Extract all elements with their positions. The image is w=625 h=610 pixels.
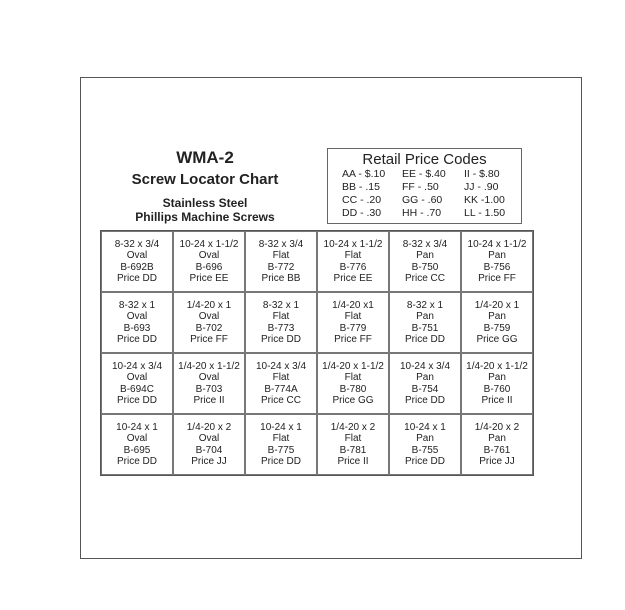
- screw-cell: [245, 231, 317, 292]
- screw-head: Flat: [272, 372, 290, 383]
- screw-price: Price GG: [332, 395, 374, 406]
- screw-price: Price DD: [404, 395, 445, 406]
- screw-grid: [100, 230, 534, 476]
- screw-head: Pan: [488, 311, 506, 322]
- screw-part: B-704: [195, 444, 223, 456]
- screw-head: Oval: [126, 372, 148, 383]
- price-code: EE - $.40: [402, 168, 446, 180]
- screw-size: 10-24 x 1: [404, 421, 446, 433]
- screw-cell: [317, 292, 389, 353]
- screw-head: Pan: [488, 250, 506, 261]
- screw-size: 8-32 x 1: [406, 299, 444, 311]
- screw-price: Price GG: [476, 334, 518, 345]
- screw-size: 1/4-20 x 2: [474, 421, 520, 433]
- screw-size: 10-24 x 3/4: [255, 360, 307, 372]
- screw-size: 1/4-20 x 2: [186, 421, 232, 433]
- screw-head: Flat: [272, 250, 290, 261]
- screw-part: B-760: [483, 383, 511, 395]
- screw-price: Price FF: [334, 334, 372, 345]
- screw-price: Price FF: [478, 273, 516, 284]
- screw-part: B-755: [411, 444, 439, 456]
- screw-head: Oval: [198, 311, 220, 322]
- price-code: JJ - .90: [464, 181, 499, 193]
- screw-part: B-756: [483, 261, 511, 273]
- screw-size: 10-24 x 1: [116, 421, 158, 433]
- screw-cell: [389, 353, 461, 414]
- screw-head: Flat: [272, 311, 290, 322]
- screw-cell: [173, 292, 245, 353]
- screw-price: Price BB: [261, 273, 301, 284]
- screw-price: Price DD: [260, 456, 301, 467]
- screw-head: Flat: [344, 311, 362, 322]
- screw-size: 8-32 x 1: [118, 299, 156, 311]
- screw-cell: [245, 292, 317, 353]
- screw-price: Price II: [481, 395, 513, 406]
- screw-price: Price DD: [116, 456, 157, 467]
- screw-part: B-693: [123, 322, 151, 334]
- screw-head: Pan: [416, 250, 434, 261]
- screw-part: B-692B: [120, 261, 154, 273]
- screw-head: Oval: [126, 250, 148, 261]
- screw-cell: [173, 414, 245, 475]
- price-codes-box: [327, 148, 522, 224]
- screw-part: B-781: [339, 444, 367, 456]
- screw-cell: [389, 414, 461, 475]
- price-code: BB - .15: [342, 181, 380, 193]
- screw-cell: [461, 353, 533, 414]
- screw-part: B-779: [339, 322, 367, 334]
- screw-cell: [317, 353, 389, 414]
- screw-cell: [173, 353, 245, 414]
- screw-size: 1/4-20 x 1-1/2: [178, 360, 240, 372]
- screw-size: 10-24 x 3/4: [111, 360, 163, 372]
- screw-size: 10-24 x 1: [260, 421, 302, 433]
- screw-part: B-773: [267, 322, 295, 334]
- screw-part: B-780: [339, 383, 367, 395]
- screw-head: Flat: [272, 433, 290, 444]
- screw-size: 1/4-20 x 2: [330, 421, 376, 433]
- screw-head: Oval: [198, 250, 220, 261]
- screw-part: B-750: [411, 261, 439, 273]
- chart-title: Screw Locator Chart: [131, 171, 279, 188]
- screw-price: Price FF: [190, 334, 228, 345]
- screw-price: Price DD: [260, 334, 301, 345]
- screw-size: 8-32 x 3/4: [402, 238, 448, 250]
- screw-head: Pan: [416, 311, 434, 322]
- screw-price: Price JJ: [479, 456, 515, 467]
- screw-price: Price DD: [116, 395, 157, 406]
- price-codes-list: [328, 168, 521, 220]
- price-codes-title: Retail Price Codes: [362, 151, 487, 168]
- screw-cell: [101, 231, 173, 292]
- screw-cell: [101, 414, 173, 475]
- screw-head: Pan: [416, 433, 434, 444]
- screw-head: Pan: [488, 372, 506, 383]
- screw-price: Price II: [337, 456, 369, 467]
- price-code: II - $.80: [464, 168, 500, 180]
- screw-part: B-772: [267, 261, 295, 273]
- screw-head: Pan: [488, 433, 506, 444]
- screw-size: 1/4-20 x1: [332, 299, 374, 311]
- price-code: CC - .20: [342, 194, 382, 206]
- screw-head: Oval: [126, 433, 148, 444]
- material-subtitle: Stainless Steel: [162, 196, 248, 210]
- screw-head: Flat: [344, 372, 362, 383]
- screw-price: Price DD: [116, 273, 157, 284]
- screw-head: Flat: [344, 250, 362, 261]
- screw-part: B-702: [195, 322, 223, 334]
- model-title: WMA-2: [176, 148, 234, 167]
- screw-size: 1/4-20 x 1-1/2: [466, 360, 528, 372]
- screw-cell: [317, 231, 389, 292]
- screw-cell: [245, 353, 317, 414]
- screw-size: 1/4-20 x 1: [474, 299, 520, 311]
- screw-part: B-759: [483, 322, 511, 334]
- screw-part: B-776: [339, 261, 367, 273]
- screw-price: Price EE: [333, 273, 373, 284]
- screw-head: Flat: [344, 433, 362, 444]
- screw-cell: [461, 292, 533, 353]
- screw-size: 10-24 x 1-1/2: [179, 238, 239, 250]
- screw-head: Oval: [126, 311, 148, 322]
- screw-part: B-703: [195, 383, 223, 395]
- screw-size: 10-24 x 1-1/2: [323, 238, 383, 250]
- screw-price: Price JJ: [191, 456, 227, 467]
- screw-price: Price CC: [260, 395, 301, 406]
- screw-part: B-696: [195, 261, 223, 273]
- screw-cell: [317, 414, 389, 475]
- price-code: GG - .60: [402, 194, 443, 206]
- screw-price: Price EE: [189, 273, 229, 284]
- screw-part: B-694C: [120, 383, 154, 395]
- screw-price: Price II: [193, 395, 225, 406]
- screw-size: 8-32 x 3/4: [258, 238, 304, 250]
- price-code: HH - .70: [402, 207, 442, 219]
- screw-part: B-775: [267, 444, 295, 456]
- screw-head: Oval: [198, 372, 220, 383]
- type-subtitle: Phillips Machine Screws: [135, 210, 275, 224]
- screw-cell: [389, 231, 461, 292]
- screw-part: B-774A: [264, 383, 298, 395]
- screw-cell: [101, 292, 173, 353]
- screw-head: Oval: [198, 433, 220, 444]
- price-code: AA - $.10: [342, 168, 386, 180]
- price-code: LL - 1.50: [464, 207, 506, 219]
- screw-cell: [389, 292, 461, 353]
- screw-cell: [461, 414, 533, 475]
- price-code: DD - .30: [342, 207, 382, 219]
- screw-size: 1/4-20 x 1-1/2: [322, 360, 384, 372]
- screw-cell: [173, 231, 245, 292]
- screw-cell: [461, 231, 533, 292]
- screw-price: Price CC: [404, 273, 445, 284]
- screw-size: 8-32 x 3/4: [114, 238, 160, 250]
- screw-part: B-754: [411, 383, 439, 395]
- screw-size: 10-24 x 1-1/2: [467, 238, 527, 250]
- screw-part: B-751: [411, 322, 439, 334]
- screw-size: 10-24 x 3/4: [399, 360, 451, 372]
- screw-head: Pan: [416, 372, 434, 383]
- screw-part: B-695: [123, 444, 151, 456]
- screw-price: Price DD: [404, 334, 445, 345]
- screw-price: Price DD: [404, 456, 445, 467]
- screw-size: 1/4-20 x 1: [186, 299, 232, 311]
- screw-size: 8-32 x 1: [262, 299, 300, 311]
- screw-cell: [101, 353, 173, 414]
- screw-price: Price DD: [116, 334, 157, 345]
- screw-cell: [245, 414, 317, 475]
- screw-part: B-761: [483, 444, 511, 456]
- price-code: FF - .50: [402, 181, 439, 193]
- price-code: KK -1.00: [464, 194, 505, 206]
